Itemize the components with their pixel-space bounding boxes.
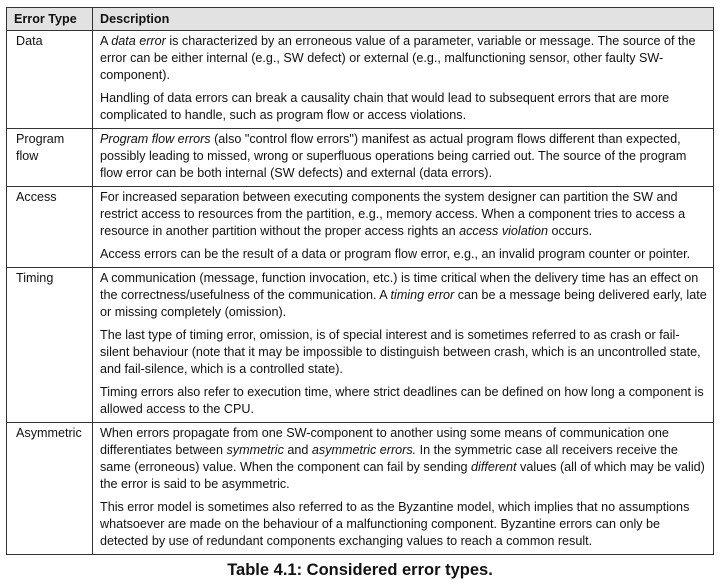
emphasized-term: timing error bbox=[390, 288, 455, 302]
text-segment: A bbox=[100, 34, 112, 48]
description-cell bbox=[93, 187, 714, 268]
description-cell bbox=[93, 31, 714, 129]
text-segment: occurs. bbox=[548, 224, 593, 238]
text-segment: This error model is sometimes also referred to as the Byzantine model, which implies that no assumptions whatsoever are made on the behaviour of a malfunctioning component. Byzantine errors can only be detected by use of redundant components exchanging values to reach a common result. bbox=[100, 500, 690, 548]
header-row bbox=[7, 8, 714, 31]
table-caption: Table 4.1: Considered error types. bbox=[227, 561, 493, 579]
table-row bbox=[7, 129, 714, 187]
text-segment: In the symmetric case all receivers receive the same (erroneous) value. When the component can fail by sending bbox=[100, 443, 678, 474]
description-paragraph bbox=[100, 33, 707, 84]
emphasized-term: access violation bbox=[459, 224, 549, 238]
table-row bbox=[7, 268, 714, 423]
description-paragraph bbox=[100, 327, 707, 378]
description-paragraph bbox=[100, 246, 707, 263]
description-paragraph bbox=[100, 131, 707, 182]
error-type-cell: Access bbox=[7, 187, 93, 268]
emphasized-term: data error bbox=[111, 34, 166, 48]
description-cell bbox=[93, 129, 714, 187]
text-segment: A communication (message, function invocation, etc.) is time critical when the delivery time has an effect on the correctness/usefulness of the communication. A bbox=[100, 271, 699, 302]
table-row bbox=[7, 31, 714, 129]
error-type-cell: Data bbox=[7, 31, 93, 129]
text-segment: values (all of which may be valid) the error is said to be asymmetric. bbox=[100, 460, 705, 491]
description-paragraph bbox=[100, 270, 707, 321]
description-cell bbox=[93, 423, 714, 555]
table-row bbox=[7, 423, 714, 555]
description-paragraph bbox=[100, 90, 707, 124]
text-segment: (also "control flow errors") manifest as actual program flows different than expected, possibly leading to missed, wrong or superfluous operations being carried out. The source of the program flow error can be both internal (SW defects) and external (data errors). bbox=[100, 132, 687, 180]
text-segment: When errors propagate from one SW-component to another using some means of communication one differentiates between bbox=[100, 426, 669, 457]
text-segment: Access errors can be the result of a data or program flow error, e.g., an invalid program counter or pointer. bbox=[100, 247, 691, 261]
text-segment: Timing errors also refer to execution time, where strict deadlines can be defined on how long a component is allowed access to the CPU. bbox=[100, 385, 704, 416]
header-error-type: Error Type bbox=[7, 8, 93, 31]
description-paragraph bbox=[100, 189, 707, 240]
error-type-cell: Timing bbox=[7, 268, 93, 423]
text-segment: can be a message being delivered early, late or missing completely (omission). bbox=[100, 288, 707, 319]
emphasized-term: asymmetric errors. bbox=[311, 443, 417, 457]
text-segment: is characterized by an erroneous value of a parameter, variable or message. The source of the error can be either internal (e.g., SW defect) or external (e.g., malfunctioning sensor, other faulty SW-component). bbox=[100, 34, 696, 82]
table-row bbox=[7, 187, 714, 268]
header-description: Description bbox=[93, 8, 714, 31]
text-segment: The last type of timing error, omission, is of special interest and is sometimes referred to as crash or fail-silent behaviour (note that it may be impossible to distinguish between crash, which is an uncontrolled state, and fail-silence, which is a controlled state). bbox=[100, 328, 701, 376]
emphasized-term: Program flow errors bbox=[100, 132, 211, 146]
description-paragraph bbox=[100, 425, 707, 493]
text-segment: For increased separation between executing components the system designer can partition the SW and restrict access to resources from the partition, e.g., memory access. When a component tries to access a resource in another partition without the proper access rights an bbox=[100, 190, 686, 238]
error-types-table bbox=[6, 7, 714, 555]
emphasized-term: symmetric bbox=[226, 443, 284, 457]
text-segment: Handling of data errors can break a causality chain that would lead to subsequent errors that are more complicated to handle, such as program flow or access violations. bbox=[100, 91, 670, 122]
text-segment: and bbox=[283, 443, 312, 457]
emphasized-term: different bbox=[471, 460, 517, 474]
error-type-cell: Asymmetric bbox=[7, 423, 93, 555]
error-type-cell: Program flow bbox=[7, 129, 93, 187]
description-paragraph bbox=[100, 499, 707, 550]
description-cell bbox=[93, 268, 714, 423]
description-paragraph bbox=[100, 384, 707, 418]
